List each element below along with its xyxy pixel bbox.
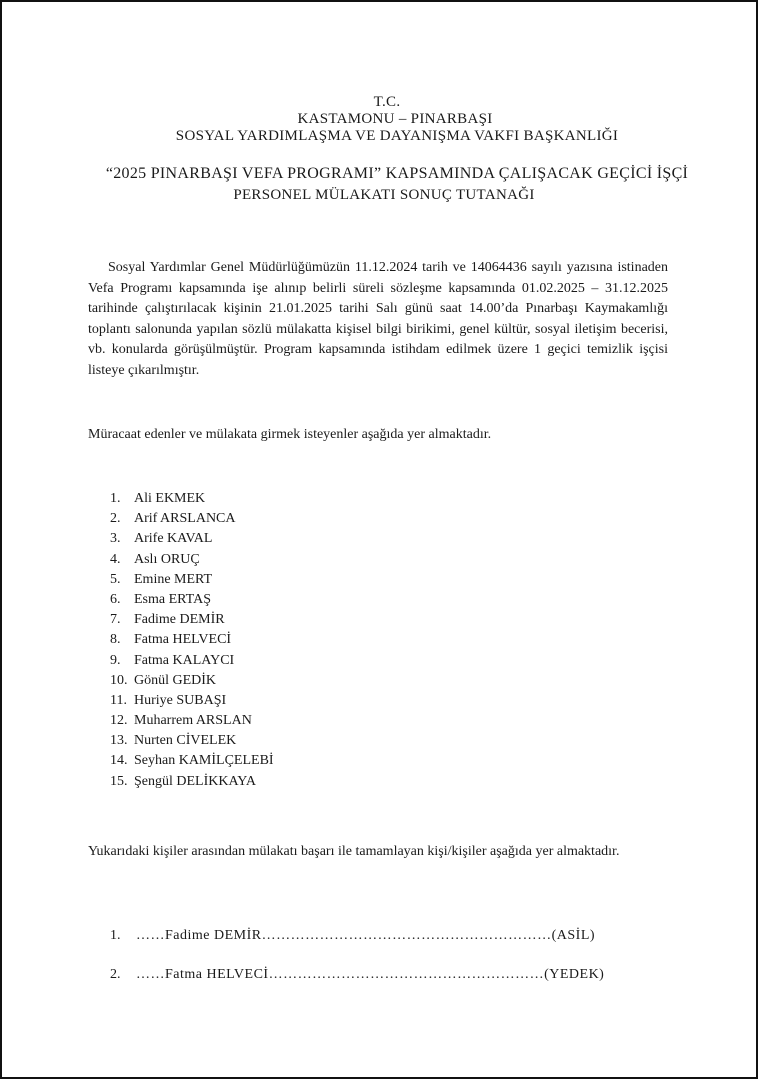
result-text: ……Fatma HELVECİ…………………………………………………(YEDEK) bbox=[136, 967, 605, 982]
list-item bbox=[110, 713, 274, 733]
list-item-number: 3. bbox=[110, 531, 121, 547]
list-item bbox=[110, 592, 274, 612]
list-item-number: 12. bbox=[110, 713, 128, 729]
list-item-name: Fadime DEMİR bbox=[134, 612, 225, 628]
list-item-number: 9. bbox=[110, 652, 121, 668]
page-border-left bbox=[0, 0, 2, 1079]
list-item bbox=[110, 572, 274, 592]
list-item-number: 4. bbox=[110, 551, 121, 567]
list-item bbox=[110, 491, 274, 511]
list-item bbox=[110, 673, 274, 693]
results-intro: Yukarıdaki kişiler arasından mülakatı başarı ile tamamlayan kişi/kişiler aşağıda yer almaktadır. bbox=[88, 844, 620, 859]
list-item-number: 15. bbox=[110, 773, 128, 789]
result-reserve bbox=[110, 967, 604, 983]
document-subtitle: PERSONEL MÜLAKATI SONUÇ TUTANAĞI bbox=[233, 187, 535, 203]
result-text: ……Fadime DEMİR……………………………………………………(ASİL) bbox=[136, 928, 596, 943]
list-item-number: 10. bbox=[110, 672, 128, 688]
list-item-number: 13. bbox=[110, 733, 128, 749]
list-item-name: Muharrem ARSLAN bbox=[134, 713, 252, 729]
list-item bbox=[110, 733, 274, 753]
list-item-number: 6. bbox=[110, 591, 121, 607]
list-item bbox=[110, 693, 274, 713]
applicant-list bbox=[110, 491, 274, 794]
header-tc: T.C. bbox=[373, 94, 401, 110]
list-item-name: Seyhan KAMİLÇELEBİ bbox=[134, 753, 274, 769]
list-item-name: Fatma KALAYCI bbox=[134, 652, 235, 668]
list-item-name: Fatma HELVECİ bbox=[134, 632, 232, 648]
list-item-name: Şengül DELİKKAYA bbox=[134, 773, 256, 789]
list-item-number: 14. bbox=[110, 753, 128, 769]
list-item-name: Huriye SUBAŞI bbox=[134, 692, 227, 708]
list-item-number: 5. bbox=[110, 571, 121, 587]
list-item-name: Nurten CİVELEK bbox=[134, 733, 237, 749]
list-item-number: 1. bbox=[110, 491, 121, 506]
list-item-name: Emine MERT bbox=[134, 571, 213, 587]
list-item-name: Gönül GEDİK bbox=[134, 672, 217, 688]
list-item-number: 7. bbox=[110, 612, 121, 628]
list-item-number: 8. bbox=[110, 632, 121, 648]
list-item-name: Ali EKMEK bbox=[134, 491, 206, 506]
document-title: “2025 PINARBAŞI VEFA PROGRAMI” KAPSAMINDA ÇALIŞACAK GEÇİCİ İŞÇİ bbox=[105, 165, 689, 182]
result-number: 1. bbox=[110, 928, 121, 943]
list-item bbox=[110, 552, 274, 572]
list-item bbox=[110, 632, 274, 652]
list-item-number: 2. bbox=[110, 511, 121, 527]
list-item bbox=[110, 753, 274, 773]
header-foundation: SOSYAL YARDIMLAŞMA VE DAYANIŞMA VAKFI BAŞKANLIĞI bbox=[175, 128, 619, 144]
header-location: KASTAMONU – PINARBAŞI bbox=[297, 111, 493, 127]
intro-paragraph: Sosyal Yardımlar Genel Müdürlüğümüzün 11.12.2024 tarih ve 14064436 sayılı yazısına istinaden Vefa Programı kapsamında işe alınıp belirli süreli sözleşme kapsamında 01.02.2025 – 31.12.2025 tarihinde çalıştırılacak kişinin 21.01.2025 tarihi Salı günü saat 14.00’da Pınarbaşı Kaymakamlığı toplantı salonunda yapılan sözlü mülakatta kişisel bilgi birikimi, genel kültür, sosyal iletişim becerisi, vb. konularda görüşülmüştür. Program kapsamında istihdam edilmek üzere 1 geçici temizlik işçisi listeye çıkarılmıştır. bbox=[88, 260, 668, 378]
list-item bbox=[110, 612, 274, 632]
applicants-intro: Müracaat edenler ve mülakata girmek isteyenler aşağıda yer almaktadır. bbox=[88, 427, 492, 442]
list-item-number: 11. bbox=[110, 692, 127, 708]
list-item-name: Arif ARSLANCA bbox=[134, 511, 236, 527]
page-border-top bbox=[0, 0, 758, 2]
list-item bbox=[110, 774, 274, 794]
list-item bbox=[110, 653, 274, 673]
list-item-name: Aslı ORUÇ bbox=[134, 551, 200, 567]
result-primary bbox=[110, 928, 595, 944]
result-number: 2. bbox=[110, 967, 121, 982]
list-item-name: Esma ERTAŞ bbox=[134, 591, 211, 607]
list-item-name: Arife KAVAL bbox=[134, 531, 213, 547]
list-item bbox=[110, 511, 274, 531]
list-item bbox=[110, 531, 274, 551]
